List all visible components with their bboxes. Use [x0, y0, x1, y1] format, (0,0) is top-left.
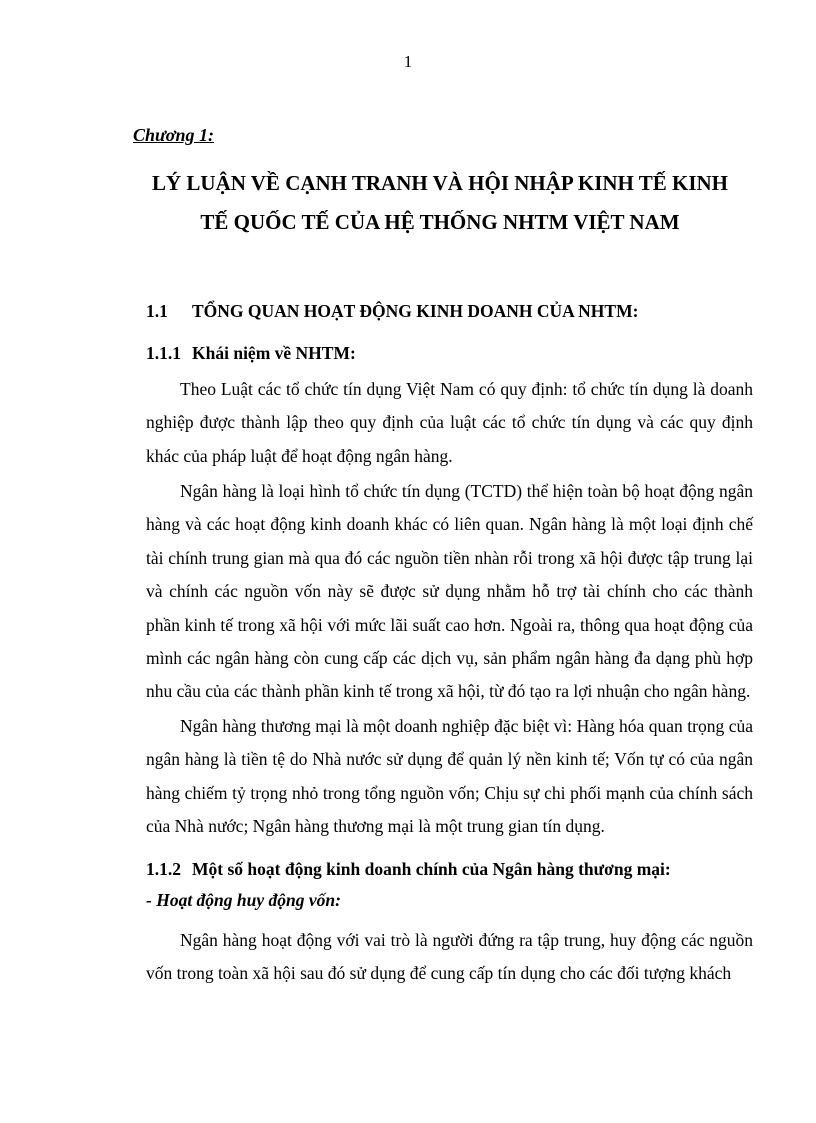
- paragraph-4: Ngân hàng hoạt động với vai trò là người đứng ra tập trung, huy động các nguồn vốn trong toàn xã hội sau đó sử dụng để cung cấp tín dụng cho các đối tượng khách: [146, 930, 753, 984]
- section-number: 1.1.2: [146, 859, 181, 879]
- chapter-title-line-1: LÝ LUẬN VỀ CẠNH TRANH VÀ HỘI NHẬP KINH TẾ KINH: [151, 171, 729, 195]
- paragraph-2: Ngân hàng là loại hình tổ chức tín dụng (TCTD) thể hiện toàn bộ hoạt động ngân hàng và các hoạt động kinh doanh khác có liên quan. Ngân hàng là một loại định chế tài chính trung gian mà qua đó các nguồn tiền nhàn rỗi trong xã hội được tập trung lại và chính các nguồn vốn này sẽ được sử dụng nhằm hỗ trợ tài chính cho các thành phần kinh tế trong xã hội với mức lãi suất cao hơn. Ngoài ra, thông qua hoạt động của mình các ngân hàng còn cung cấp các dịch vụ, sản phẩm ngân hàng đa dạng phù hợp nhu cầu của các thành phần kinh tế trong xã hội, từ đó tạo ra lợi nhuận cho ngân hàng.: [146, 481, 753, 702]
- section-number: 1.1.1: [146, 343, 181, 363]
- subsection-heading: - Hoạt động huy động vốn:: [146, 890, 341, 910]
- section-heading-1-1-1: [146, 342, 356, 364]
- chapter-title: [130, 164, 750, 242]
- paragraph-3: Ngân hàng thương mại là một doanh nghiệp đặc biệt vì: Hàng hóa quan trọng của ngân hàng là tiền tệ do Nhà nước sử dụng để quản lý nền kinh tế; Vốn tự có của ngân hàng chiếm tỷ trọng nhỏ trong tổng nguồn vốn; Chịu sự chi phối mạnh của chính sách của Nhà nước; Ngân hàng thương mại là một trung gian tín dụng.: [146, 716, 753, 837]
- section-title: TỔNG QUAN HOẠT ĐỘNG KINH DOANH CỦA NHTM:: [192, 301, 639, 321]
- section-title: Một số hoạt động kinh doanh chính của Ngân hàng thương mại:: [192, 859, 671, 879]
- page-number: 1: [403, 52, 413, 71]
- section-heading-1-1-2: [146, 858, 671, 880]
- paragraph-1: Theo Luật các tổ chức tín dụng Việt Nam có quy định: tổ chức tín dụng là doanh nghiệp được thành lập theo quy định của luật các tổ chức tín dụng và các quy định khác của pháp luật để hoạt động ngân hàng.: [146, 379, 753, 466]
- section-heading-1-1: [146, 300, 638, 322]
- chapter-title-line-2: TẾ QUỐC TẾ CỦA HỆ THỐNG NHTM VIỆT NAM: [200, 210, 680, 234]
- chapter-label: Chương 1:: [133, 125, 214, 145]
- section-number: 1.1: [146, 301, 168, 321]
- section-title: Khái niệm về NHTM:: [192, 343, 356, 363]
